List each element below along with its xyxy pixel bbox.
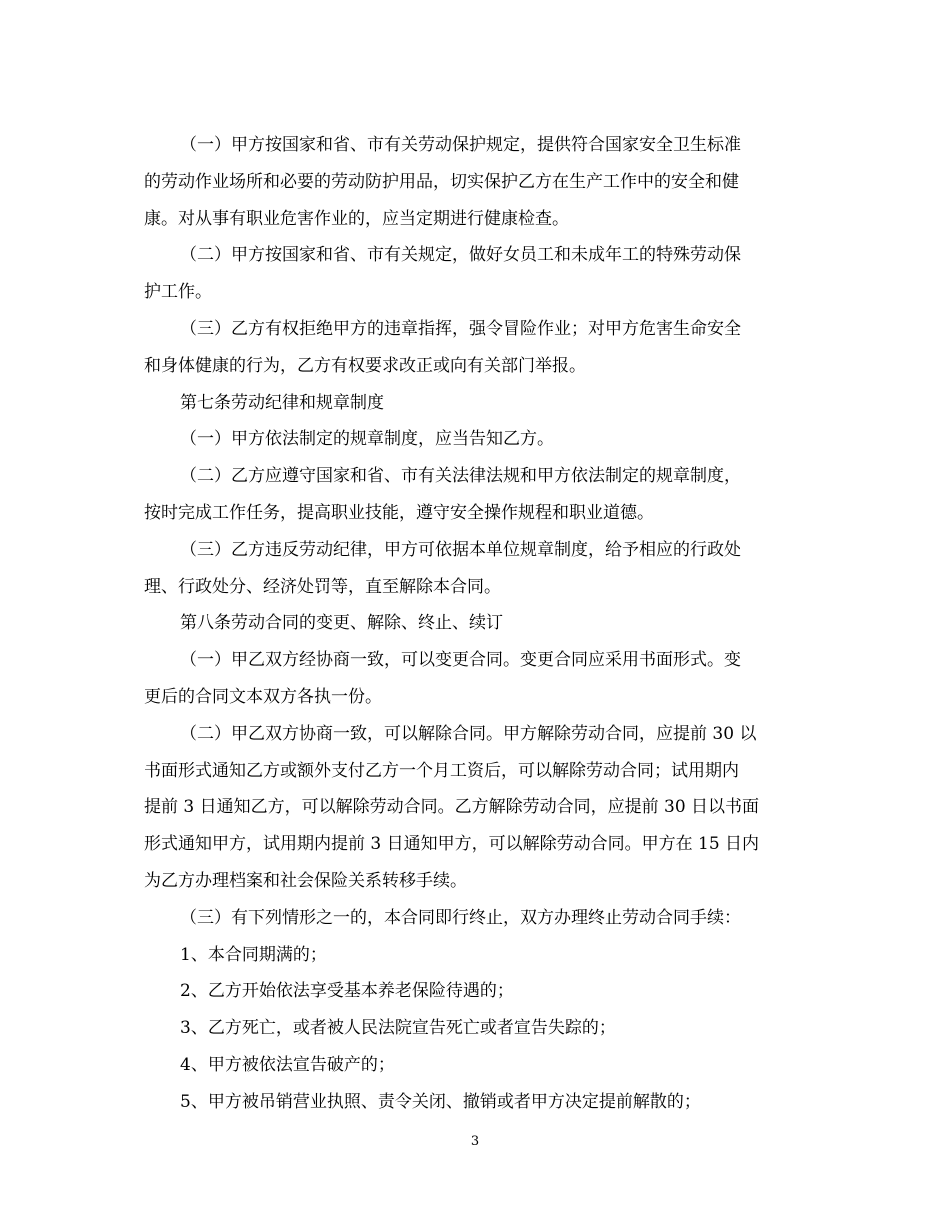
text-line: 提前 3 日通知乙方，可以解除劳动合同。乙方解除劳动合同，应提前 30 日以书面 xyxy=(144,797,760,818)
text-line: （一）甲方按国家和省、市有关劳动保护规定，提供符合国家安全卫生标准 xyxy=(180,135,741,155)
text-line: （三）乙方有权拒绝甲方的违章指挥，强令冒险作业；对甲方危害生命安全 xyxy=(180,318,741,339)
text-line: 3、乙方死亡，或者被人民法院宣告死亡或者宣告失踪的； xyxy=(180,1018,616,1039)
text-line: 5、甲方被吊销营业执照、责令关闭、撤销或者甲方决定提前解散的； xyxy=(180,1091,701,1112)
text-line: 第七条劳动纪律和规章制度 xyxy=(180,392,384,413)
text-line: （二）甲乙双方协商一致，可以解除合同。甲方解除劳动合同，应提前 30 以 xyxy=(180,723,757,744)
text-line: （三）乙方违反劳动纪律，甲方可依据本单位规章制度，给予相应的行政处 xyxy=(180,539,741,560)
text-line: 护工作。 xyxy=(144,282,212,303)
text-line: 理、行政处分、经济处罚等，直至解除本合同。 xyxy=(144,576,501,597)
text-line: 书面形式通知乙方或额外支付乙方一个月工资后，可以解除劳动合同；试用期内 xyxy=(144,760,739,781)
text-line: （三）有下列情形之一的，本合同即行终止，双方办理终止劳动合同手续： xyxy=(180,907,741,928)
page-number: 3 xyxy=(470,1134,480,1149)
text-line: 更后的合同文本双方各执一份。 xyxy=(144,686,382,707)
text-line: 第八条劳动合同的变更、解除、终止、续订 xyxy=(180,613,503,634)
text-line: （二）乙方应遵守国家和省、市有关法律法规和甲方依法制定的规章制度， xyxy=(180,466,741,487)
text-line: 康。对从事有职业危害作业的，应当定期进行健康检查。 xyxy=(144,208,569,229)
text-line: 2、乙方开始依法享受基本养老保险待遇的； xyxy=(180,981,514,1002)
text-line: 形式通知甲方，试用期内提前 3 日通知甲方，可以解除劳动合同。甲方在 15 日内 xyxy=(144,834,760,855)
text-line: 的劳动作业场所和必要的劳动防护用品，切实保护乙方在生产工作中的安全和健 xyxy=(144,171,739,192)
text-line: （一）甲方依法制定的规章制度，应当告知乙方。 xyxy=(180,429,554,450)
text-line: （二）甲方按国家和省、市有关规定，做好女员工和未成年工的特殊劳动保 xyxy=(180,245,741,266)
text-line: 为乙方办理档案和社会保险关系转移手续。 xyxy=(144,870,467,891)
text-line: 按时完成工作任务，提高职业技能，遵守安全操作规程和职业道德。 xyxy=(144,502,654,523)
text-line: 和身体健康的行为，乙方有权要求改正或向有关部门举报。 xyxy=(144,355,586,376)
text-line: 4、甲方被依法宣告破产的； xyxy=(180,1054,395,1075)
document-body xyxy=(144,127,810,1121)
text-line: （一）甲乙双方经协商一致，可以变更合同。变更合同应采用书面形式。变 xyxy=(180,650,741,671)
text-line: 1、本合同期满的； xyxy=(180,944,327,965)
